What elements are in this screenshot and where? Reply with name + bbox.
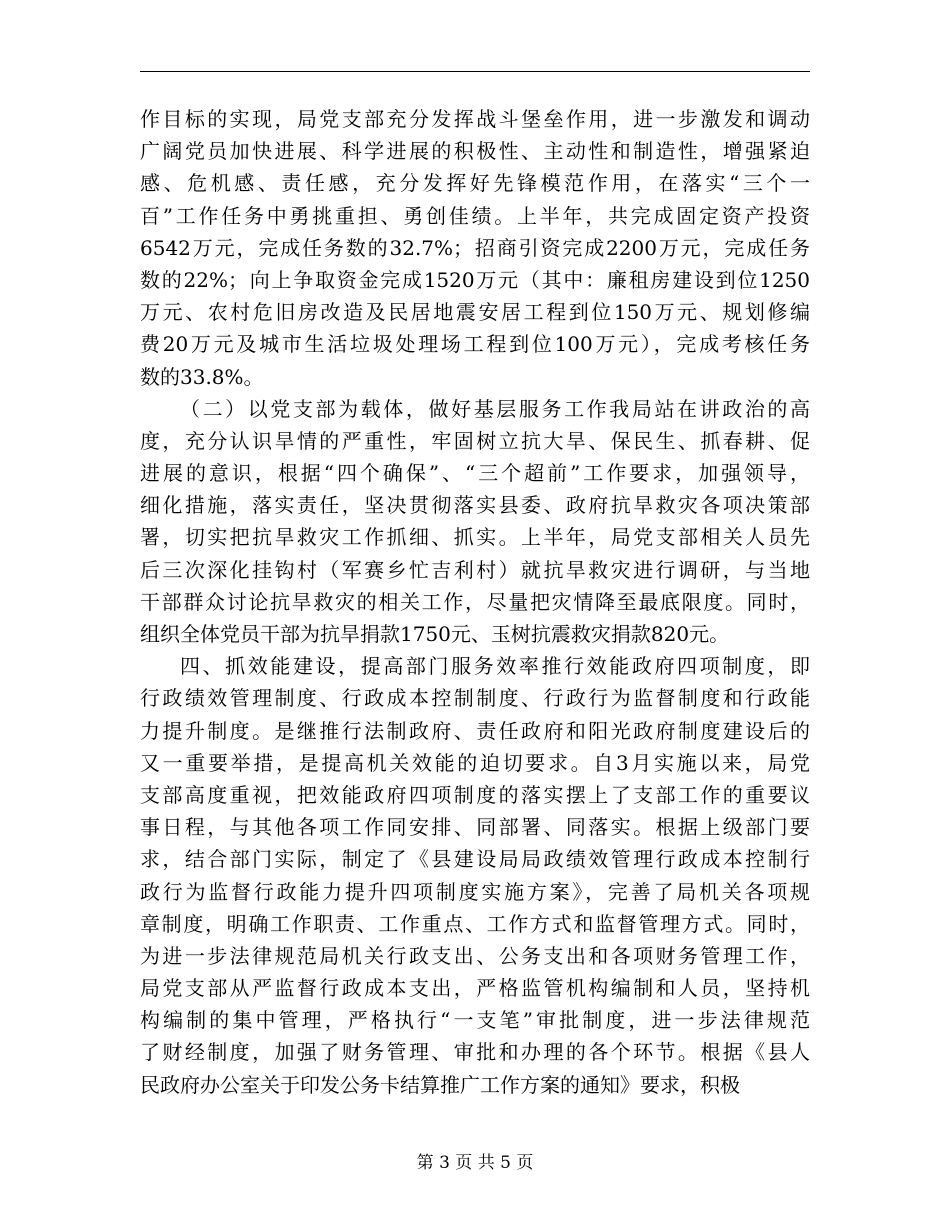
text-line: 力提升制度。是继推行法制政府、责任政府和阳光政府制度建设后的	[140, 718, 810, 743]
text-line: 署，切实把抗旱救灾工作抓细、抓实。上半年，局党支部相关人员先	[140, 525, 810, 550]
text-line: 作目标的实现，局党支部充分发挥战斗堡垒作用，进一步激发和调动	[140, 107, 810, 131]
text-line: 了财经制度，加强了财务管理、审批和办理的各个环节。根据《县人	[140, 1040, 810, 1065]
text-line: 政行为监督行政能力提升四项制度实施方案》，完善了局机关各项规	[140, 879, 810, 904]
text-line: 万元、农村危旧房改造及民居地震安居工程到位150万元、规划修编	[140, 300, 810, 325]
text-line: 6542万元，完成任务数的32.7%；招商引资完成2200万元，完成任务	[140, 235, 810, 260]
footer-suffix: 页	[516, 1153, 534, 1173]
text-line: 数的22%；向上争取资金完成1520万元（其中：廉租房建设到位1250	[140, 267, 810, 292]
document-body	[140, 103, 810, 1101]
text-line: 构编制的集中管理，严格执行“一支笔”审批制度，进一步法律规范	[140, 1008, 810, 1033]
text-line: 支部高度重视，把效能政府四项制度的落实摆上了支部工作的重要议	[140, 782, 810, 807]
text-line: （二）以党支部为载体，做好基层服务工作我局站在讲政治的高	[180, 396, 810, 421]
text-line: 行政绩效管理制度、行政成本控制制度、行政行为监督制度和行政能	[140, 686, 810, 711]
text-line: 又一重要举措，是提高机关效能的迫切要求。自3月实施以来，局党	[140, 750, 810, 775]
text-line: 进展的意识，根据“四个确保”、“三个超前”工作要求，加强领导，	[140, 461, 810, 486]
footer-total-pages: 5	[500, 1153, 511, 1173]
text-line: 度，充分认识旱情的严重性，牢固树立抗大旱、保民生、抓春耕、促	[140, 428, 810, 453]
text-line: 费20万元及城市生活垃圾处理场工程到位100万元），完成考核任务	[140, 332, 810, 357]
text-line: 干部群众讨论抗旱救灾的相关工作，尽量把灾情降至最底限度。同时，	[140, 589, 810, 614]
text-line: 四、抓效能建设，提高部门服务效率推行效能政府四项制度，即	[180, 654, 810, 679]
text-line: 为进一步法律规范局机关行政支出、公务支出和各项财务管理工作，	[140, 943, 810, 968]
text-line: 民政府办公室关于印发公务卡结算推广工作方案的通知》要求，积极	[140, 1072, 740, 1097]
text-line: 求，结合部门实际，制定了《县建设局局政绩效管理行政成本控制行	[140, 847, 810, 872]
page-footer	[0, 1151, 950, 1175]
text-line: 感、危机感、责任感，充分发挥好先锋模范作用，在落实“三个一	[140, 171, 810, 196]
text-line: 百”工作任务中勇挑重担、勇创佳绩。上半年，共完成固定资产投资	[140, 203, 810, 228]
footer-prefix: 第	[416, 1153, 434, 1173]
text-line: 广阔党员加快进展、科学进展的积极性、主动性和制造性，增强紧迫	[140, 139, 810, 164]
text-line: 数的33.8%。	[140, 364, 264, 389]
text-line: 事日程，与其他各项工作同安排、同部署、同落实。根据上级部门要	[140, 815, 810, 840]
footer-middle: 页 共	[455, 1153, 495, 1173]
text-line: 后三次深化挂钩村（军赛乡忙吉利村）就抗旱救灾进行调研，与当地	[140, 557, 810, 582]
text-line: 组织全体党员干部为抗旱捐款1750元、玉树抗震救灾捐款820元。	[140, 622, 730, 646]
header-rule	[140, 71, 810, 72]
footer-page-number: 3	[439, 1153, 450, 1173]
text-line: 章制度，明确工作职责、工作重点、工作方式和监督管理方式。同时，	[140, 911, 810, 936]
text-line: 局党支部从严监督行政成本支出，严格监管机构编制和人员，坚持机	[140, 976, 810, 1001]
text-line: 细化措施，落实责任，坚决贯彻落实县委、政府抗旱救灾各项决策部	[140, 493, 810, 518]
